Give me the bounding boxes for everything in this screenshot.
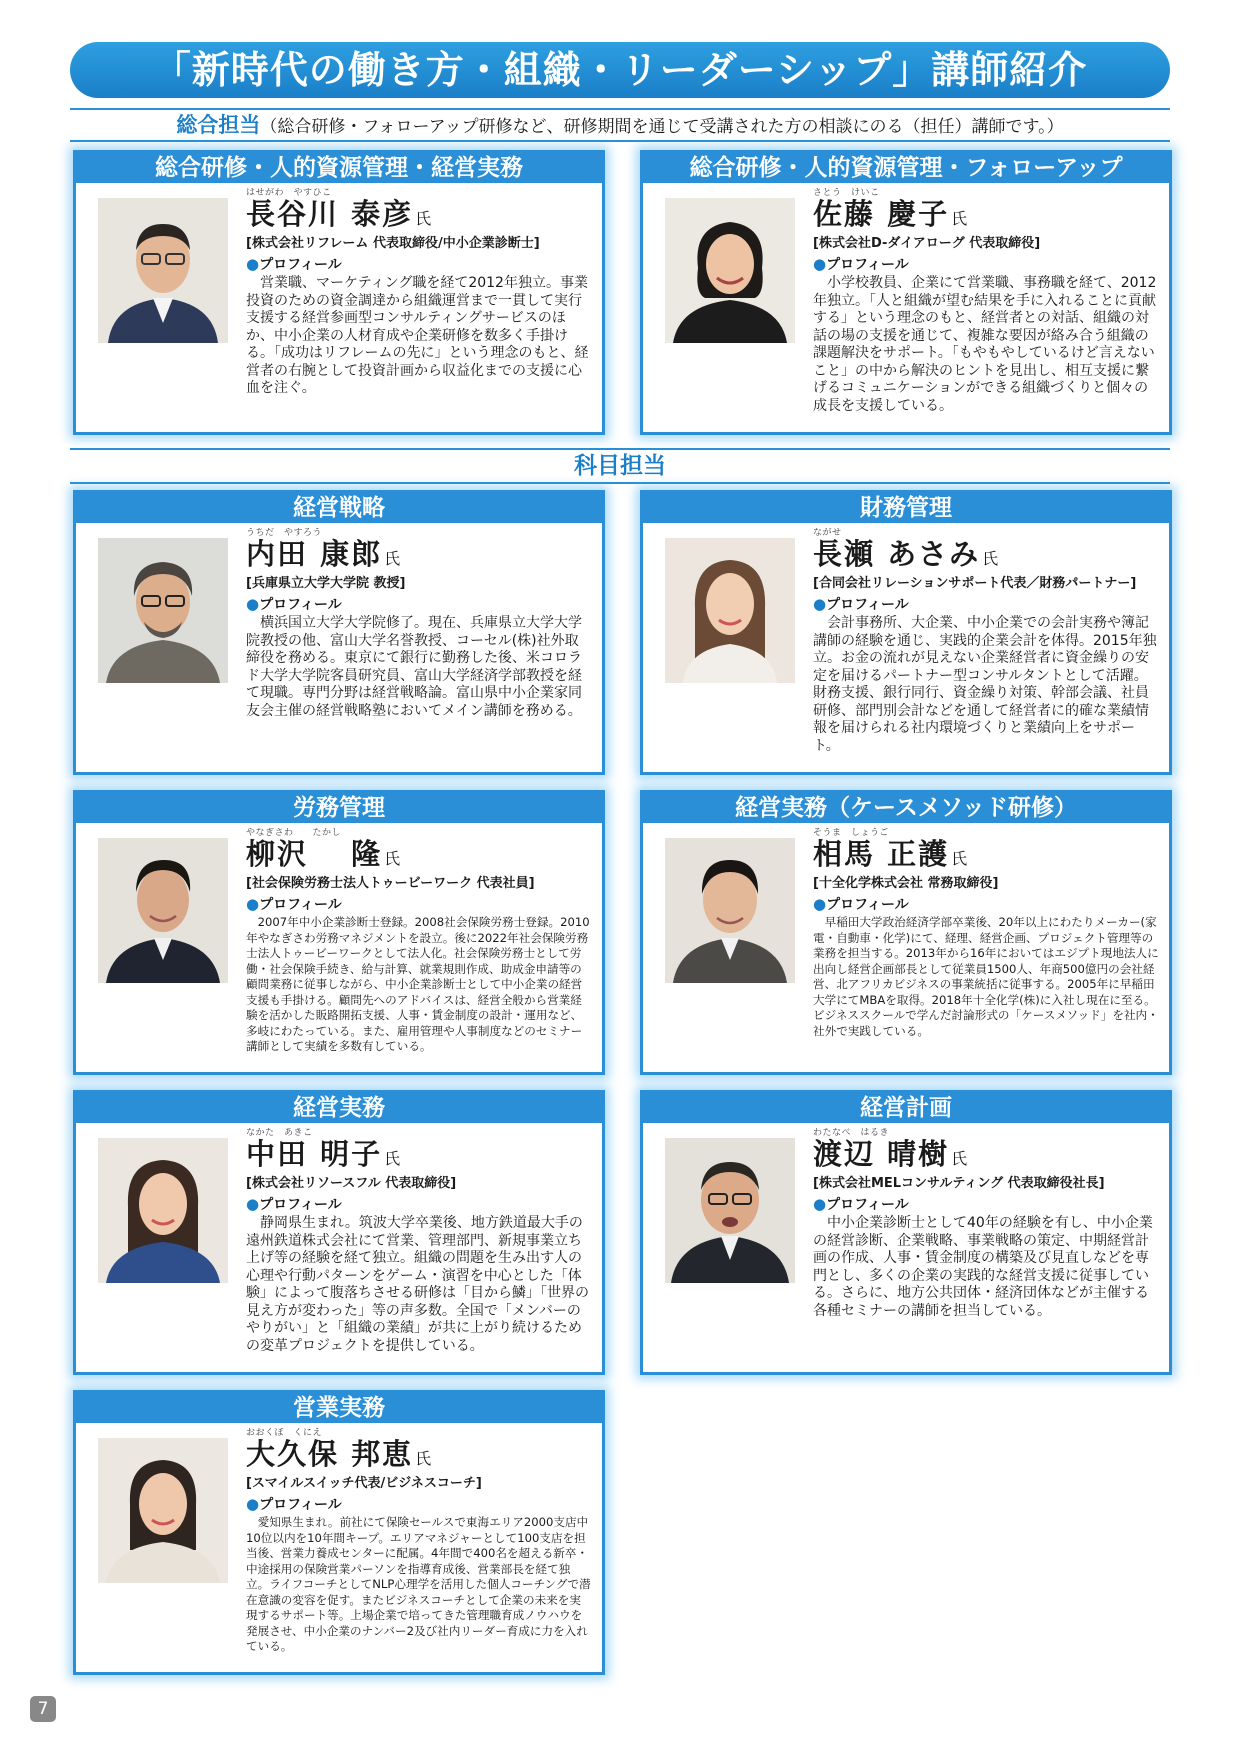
instructor-card-nakata	[73, 1090, 605, 1375]
profile-text: 横浜国立大学大学院修了。現在、兵庫県立大学大学院教授の他、富山大学名誉教授、コーセル(株)社外取締役を務める。東京にて銀行に勤務した後、米コロラド大学大学院客員研究員、富山大学経済学部教授を経て現職。専門分野は経営戦略論。富山県中小企業家同友会主催の経営戦略塾においてメイン講師を務める。	[246, 615, 582, 719]
instructor-photo	[665, 1138, 795, 1283]
profile-label: ●プロフィール	[813, 1195, 909, 1213]
name-ruby: ながせ	[813, 528, 842, 538]
instructor-photo	[665, 538, 795, 683]
profile-text: 静岡県生まれ。筑波大学卒業後、地方鉄道最大手の遠州鉄道株式会社にて営業、管理部門、新規事業立ち上げ等の経験を経て独立。組織の問題を生み出す人の心理や行動パターンをゲーム・演習を中心とした「体験」によって腹落ちさせる研修は「目から鱗」「世界の見え方が変わった」等の声多数。全国で「メンバーのやりがい」と「組織の業績」が共に上がり続けるための変革プロジェクトを提供している。	[246, 1215, 589, 1354]
instructor-card-nagase	[640, 490, 1172, 775]
honorific: 氏	[951, 209, 968, 228]
affiliation: [兵庫県立大学大学院 教授]	[246, 576, 406, 591]
subject-section-header: 科目担当	[70, 448, 1170, 484]
name-ruby: そうま しょうご	[813, 828, 890, 838]
profile-label: ●プロフィール	[246, 595, 342, 613]
affiliation: [株式会社リフレーム 代表取締役/中小企業診断士]	[246, 236, 540, 251]
card-subject: 経営戦略	[76, 493, 602, 523]
profile-label: ●プロフィール	[246, 1195, 342, 1213]
card-subject: 総合研修・人的資源管理・経営実務	[76, 153, 602, 183]
instructor-name: 渡辺 晴樹	[813, 1137, 950, 1171]
instructor-name: 中田 明子	[246, 1137, 383, 1171]
profile-text: 小学校教員、企業にて営業職、事務職を経て、2012年独立。「人と組織が望む結果を手に入れることに貢献する」という理念のもと、経営者との対話、組織の対話の場の支援を通じて、複雑な要因が絡み合う組織の課題解決をサポート。「もやもやしているけど言えないこと」の中から解決のヒントを見出し、相互支援に繋げるコミュニケーションができる組織づくりと個々の成長を支援している。	[813, 275, 1157, 414]
profile-label: ●プロフィール	[246, 895, 342, 913]
profile-label: ●プロフィール	[246, 255, 342, 273]
instructor-photo	[98, 838, 228, 983]
affiliation: [株式会社MELコンサルティング 代表取締役社長]	[813, 1176, 1105, 1191]
honorific: 氏	[951, 849, 968, 868]
instructor-photo	[98, 198, 228, 343]
name-ruby: はせがわ やすひこ	[246, 188, 332, 198]
name-ruby: やなぎさわ たかし	[246, 828, 342, 838]
profile-text: 中小企業診断士として40年の経験を有し、中小企業の経営診断、企業戦略、事業戦略の策定、中期経営計画の作成、人事・賃金制度の構築及び見直しなどを専門とし、多くの企業の実践的な経営支援に従事している。さらに、地方公共団体・経済団体などが主催する各種セミナーの講師を担当している。	[813, 1215, 1153, 1319]
profile-text: 愛知県生まれ。前社にて保険セールスで東海エリア2000支店中10位以内を10年間キープ。エリアマネジャーとして100支店を担当後、営業力養成センターに配属。4年間で400名を超える新卒・中途採用の保険営業パーソンを指導育成後、営業部長を経て独立。ライフコーチとしてNLP心理学を活用した個人コーチングで潜在意識の変容を促す。またビジネスコーチとして企業の未来を実現するサポート等。上場企業で培ってきた管理職育成ノウハウを発展させ、中小企業のナンバー2及び社内リーダー育成に力を入れている。	[246, 1515, 591, 1653]
card-subject: 経営実務（ケースメソッド研修）	[643, 793, 1169, 823]
name-ruby: おおくぼ くにえ	[246, 1428, 323, 1438]
honorific: 氏	[384, 1149, 401, 1168]
profile-label: ●プロフィール	[813, 595, 909, 613]
bullet-icon: ●	[246, 895, 260, 913]
instructor-photo	[665, 838, 795, 983]
honorific: 氏	[951, 1149, 968, 1168]
affiliation: [スマイルスイッチ代表/ビジネスコーチ]	[246, 1476, 482, 1491]
card-subject: 労務管理	[76, 793, 602, 823]
bullet-icon: ●	[246, 595, 260, 613]
instructor-name: 大久保 邦恵	[246, 1437, 414, 1471]
general-section-note: （総合研修・フォローアップ研修など、研修期間を通じて受講された方の相談にのる（担任）講師です。）	[260, 117, 1064, 137]
profile-label: ●プロフィール	[813, 255, 909, 273]
card-subject: 経営計画	[643, 1093, 1169, 1123]
honorific: 氏	[415, 209, 432, 228]
instructor-card-sato	[640, 150, 1172, 435]
profile-label: ●プロフィール	[246, 1495, 342, 1513]
name-ruby: うちだ やすろう	[246, 528, 323, 538]
profile-text: 会計事務所、大企業、中小企業での会計実務や簿記講師の経験を通じ、実践的企業会計を体得。2015年独立。お金の流れが見えない企業経営者に資金繰りの安定を届けるパートナー型コンサルタントとして活躍。財務支援、銀行同行、資金繰り対策、幹部会議、社員研修、部門別会計などを通して経営者に的確な業績情報を届けられる社内環境づくりと業績向上をサポート。	[813, 615, 1157, 754]
general-section-title: 総合担当	[176, 113, 261, 137]
instructor-name: 相馬 正護	[813, 837, 950, 871]
instructor-name: 長瀬 あさみ	[813, 537, 981, 571]
bullet-icon: ●	[813, 895, 827, 913]
instructor-card-hasegawa	[73, 150, 605, 435]
instructor-card-okubo	[73, 1390, 605, 1675]
affiliation: [株式会社リソースフル 代表取締役]	[246, 1176, 457, 1191]
affiliation: [合同会社リレーションサポート代表／財務パートナー]	[813, 576, 1137, 591]
name-ruby: わたなべ はるき	[813, 1128, 890, 1138]
bullet-icon: ●	[246, 1495, 260, 1513]
bullet-icon: ●	[246, 255, 260, 273]
profile-text: 2007年中小企業診断士登録。2008社会保険労務士登録。2010年やなぎさわ労務マネジメントを設立。後に2022年社会保険労務士法人トゥービーワークとして法人化。社会保険労務士として労働・社会保険手続き、給与計算、就業規則作成、助成金申請等の顧問業務に従事しながら、中小企業診断士として中小企業の経営支援も手掛ける。顧問先へのアドバイスは、経営全般から営業経験を活かした販路開拓支援、人事・賃金制度の設計・運用など、多岐にわたっている。また、雇用管理や人事制度などのセミナー講師として実績を多数有している。	[246, 915, 590, 1053]
honorific: 氏	[415, 1449, 432, 1468]
name-ruby: なかた あきこ	[246, 1128, 313, 1138]
profile-label: ●プロフィール	[813, 895, 909, 913]
honorific: 氏	[384, 549, 401, 568]
instructor-photo	[98, 1438, 228, 1583]
instructor-name: 柳沢 隆	[246, 837, 383, 871]
instructor-card-soma	[640, 790, 1172, 1075]
instructor-card-yanagisawa	[73, 790, 605, 1075]
general-section-header	[70, 108, 1170, 142]
profile-text: 早稲田大学政治経済学部卒業後、20年以上にわたりメーカー(家電・自動車・化学)にて、経理、経営企画、プロジェクト管理等の業務を担当する。2013年から16年においてはエジプト現地法人に出向し経営企画部長として従業員1500人、年商500億円の会社経営、北アフリカビジネスの事業統括に従事する。2005年に早稲田大学にてMBAを取得。2018年十全化学(株)に入社し現在に至る。ビジネススクールで学んだ討論形式の「ケースメソッド」を社内・社外で実践している。	[813, 915, 1159, 1038]
card-subject: 総合研修・人的資源管理・フォローアップ	[643, 153, 1169, 183]
honorific: 氏	[982, 549, 999, 568]
instructor-name: 長谷川 泰彦	[246, 197, 414, 231]
instructor-name: 佐藤 慶子	[813, 197, 950, 231]
instructor-card-watanabe	[640, 1090, 1172, 1375]
honorific: 氏	[384, 849, 401, 868]
affiliation: [十全化学株式会社 常務取締役]	[813, 876, 999, 891]
page-title: 「新時代の働き方・組織・リーダーシップ」講師紹介	[70, 42, 1170, 98]
instructor-photo	[98, 538, 228, 683]
bullet-icon: ●	[813, 255, 827, 273]
instructor-card-uchida	[73, 490, 605, 775]
card-subject: 経営実務	[76, 1093, 602, 1123]
instructor-photo	[98, 1138, 228, 1283]
instructor-photo	[665, 198, 795, 343]
card-subject: 営業実務	[76, 1393, 602, 1423]
name-ruby: さとう けいこ	[813, 188, 880, 198]
bullet-icon: ●	[813, 595, 827, 613]
affiliation: [株式会社D-ダイアローグ 代表取締役]	[813, 236, 1041, 251]
instructor-name: 内田 康郎	[246, 537, 383, 571]
profile-text: 営業職、マーケティング職を経て2012年独立。事業投資のための資金調達から組織運営まで一貫して実行支援する経営参画型コンサルティングサービスのほか、中小企業の人材育成や企業研修を数多く手掛ける。「成功はリフレームの先に」という理念のもと、経営者の右腕として投資計画から収益化までの支援に心血を注ぐ。	[246, 275, 589, 396]
bullet-icon: ●	[813, 1195, 827, 1213]
affiliation: [社会保険労務士法人トゥービーワーク 代表社員]	[246, 876, 535, 891]
bullet-icon: ●	[246, 1195, 260, 1213]
card-subject: 財務管理	[643, 493, 1169, 523]
page-number: 7	[30, 1696, 56, 1722]
